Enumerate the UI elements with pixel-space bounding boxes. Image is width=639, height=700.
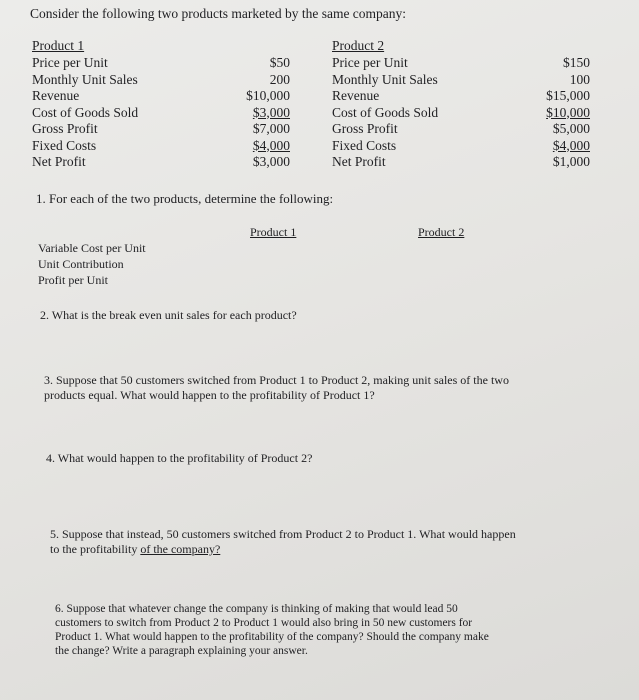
product2-label: Net Profit	[332, 154, 386, 169]
product2-value: $150	[563, 55, 590, 70]
question-5-line2	[50, 542, 220, 557]
question-1: 1. For each of the two products, determine the following:	[36, 191, 334, 206]
product2-label: Fixed Costs	[332, 137, 397, 153]
question-6	[55, 602, 489, 658]
product1-label: Net Profit	[32, 154, 86, 169]
product1-label: Monthly Unit Sales	[32, 71, 138, 87]
product1-label: Price per Unit	[32, 55, 108, 70]
product1-value: $4,000	[252, 137, 290, 153]
product1-label: Fixed Costs	[32, 137, 97, 153]
product1-value: $7,000	[252, 121, 290, 136]
product1-label: Revenue	[32, 88, 80, 103]
product2-value: $15,000	[546, 88, 590, 103]
product2-value: $5,000	[552, 121, 590, 136]
product1-value: $3,000	[252, 154, 290, 169]
product1-value: $3,000	[252, 104, 290, 120]
product1-heading: Product 1	[32, 38, 85, 53]
product2-value: $10,000	[546, 104, 590, 120]
product1-label: Cost of Goods Sold	[32, 104, 139, 120]
product2-value: $1,000	[552, 154, 590, 169]
product2-values	[500, 55, 590, 171]
q1-col-product1: Product 1	[250, 225, 297, 239]
question-5-line2-prefix: to the profitability	[50, 542, 141, 556]
question-6-line: the change? Write a paragraph explaining your answer.	[55, 645, 308, 657]
q1-row-label: Variable Cost per Unit	[38, 241, 146, 255]
question-5-line1: 5. Suppose that instead, 50 customers switched from Product 2 to Product 1. What would happen	[50, 527, 516, 541]
product2-label: Revenue	[332, 88, 380, 103]
product2-labels	[332, 55, 438, 171]
question-6-line: 6. Suppose that whatever change the company is thinking of making that would lead 50	[55, 603, 458, 615]
question-3-line2: products equal. What would happen to the profitability of Product 1?	[44, 388, 375, 402]
product1-labels	[32, 55, 138, 171]
product2-value: 100	[569, 71, 590, 87]
product1-value: $10,000	[246, 88, 290, 103]
product2-label: Cost of Goods Sold	[332, 104, 439, 120]
question-4: 4. What would happen to the profitability of Product 2?	[46, 451, 313, 465]
product1-label: Gross Profit	[32, 121, 98, 136]
question-2: 2. What is the break even unit sales for each product?	[40, 308, 297, 322]
q1-col-product2: Product 2	[418, 225, 465, 239]
product2-label: Gross Profit	[332, 121, 398, 136]
product1-values	[200, 55, 290, 171]
product2-label: Monthly Unit Sales	[332, 71, 438, 87]
product2-label: Price per Unit	[332, 55, 408, 70]
q1-row-label: Profit per Unit	[38, 273, 108, 287]
question-6-line: Product 1. What would happen to the profitability of the company? Should the company make	[55, 631, 489, 643]
question-6-line: customers to switch from Product 2 to Product 1 would also bring in 50 new customers for	[55, 617, 473, 629]
product2-heading: Product 2	[332, 38, 385, 53]
product2-value: $4,000	[552, 137, 590, 153]
question-5-underlined: of the company?	[140, 542, 221, 556]
question-3-line1: 3. Suppose that 50 customers switched from Product 1 to Product 2, making unit sales of the two	[44, 373, 509, 387]
product1-value: $50	[269, 55, 290, 70]
q1-rows	[38, 241, 146, 289]
product1-value: 200	[269, 71, 290, 87]
q1-row-label: Unit Contribution	[38, 257, 124, 271]
intro-text: Consider the following two products marketed by the same company:	[30, 6, 407, 21]
